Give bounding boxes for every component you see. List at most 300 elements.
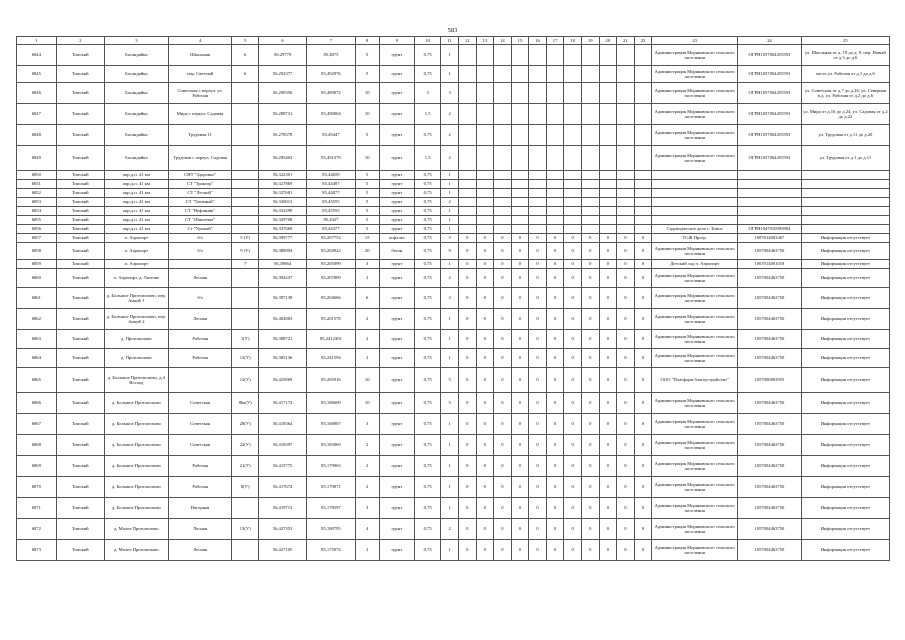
table-cell: д. Протопопово [104, 349, 168, 368]
column-number: 15 [511, 37, 529, 45]
table-cell [494, 189, 512, 198]
table-cell [564, 180, 582, 189]
table-cell [634, 189, 652, 198]
table-cell: Администрация Моряковского сельского поселения [652, 104, 738, 125]
table-cell: Информация отсутствует [801, 330, 889, 349]
table-cell [232, 146, 258, 171]
table-cell: 6857 [17, 234, 57, 243]
column-number: 9 [379, 37, 414, 45]
table-cell: Томский [56, 180, 104, 189]
table-cell [494, 66, 512, 83]
table-cell: Басандайка [104, 104, 168, 125]
table-cell: Школьная [168, 45, 232, 66]
table-cell: 2 [355, 435, 379, 456]
table-cell [652, 189, 738, 198]
table-cell: 0 [599, 540, 617, 561]
table-cell [564, 216, 582, 225]
table-cell: 0 [529, 477, 547, 498]
table-cell: 5 [441, 393, 459, 414]
table-cell: грунт [379, 260, 414, 269]
table-cell: 0 [494, 349, 512, 368]
table-cell: Томский [56, 146, 104, 171]
table-cell [494, 207, 512, 216]
table-cell: 22(У) [232, 435, 258, 456]
table-cell [617, 104, 635, 125]
table-cell: 0,75 [414, 45, 440, 66]
table-cell [168, 368, 232, 393]
table-cell: Администрация Моряковского сельского поселения [652, 456, 738, 477]
table-cell [232, 207, 258, 216]
table-cell: 0 [617, 456, 635, 477]
table-cell [801, 171, 889, 180]
table-cell [232, 540, 258, 561]
table-cell: 0 [476, 234, 494, 243]
table-cell: Информация отсутствует [801, 234, 889, 243]
table-cell: 6846 [17, 83, 57, 104]
table-cell: 2 [355, 269, 379, 288]
column-number: 4 [168, 37, 232, 45]
table-cell [564, 125, 582, 146]
table-cell: 56,417674 [258, 477, 306, 498]
table-cell: 13(У) [232, 519, 258, 540]
table-cell: 1057004463750 [738, 330, 802, 349]
table-cell: 0 [546, 330, 564, 349]
column-number: 25 [801, 37, 889, 45]
table-cell [232, 198, 258, 207]
table-cell: 6862 [17, 309, 57, 330]
table-cell: окр.д.п. 41 км [104, 198, 168, 207]
table-cell: 0 [564, 456, 582, 477]
table-cell [738, 216, 802, 225]
table-cell: 1057004463750 [738, 309, 802, 330]
table-cell: 5 [355, 180, 379, 189]
table-cell: ОГРН1057004455593 [738, 104, 802, 125]
table-cell: ОГРН1057004455593 [738, 146, 802, 171]
table-cell: 0,75 [414, 414, 440, 435]
table-cell [511, 104, 529, 125]
table-cell: 6868 [17, 435, 57, 456]
table-cell [232, 309, 258, 330]
table-cell [511, 125, 529, 146]
table-cell [546, 189, 564, 198]
table-cell: Мира с переул. Садовая [168, 104, 232, 125]
table-cell [476, 216, 494, 225]
table-cell: 5 [355, 189, 379, 198]
table-cell: 3 [355, 414, 379, 435]
table-cell: 0 [599, 288, 617, 309]
table-cell: 0 [581, 368, 599, 393]
table-cell: СТ "Нефтяник" [168, 207, 232, 216]
table-cell [801, 216, 889, 225]
table-cell: 56,290356 [258, 83, 306, 104]
table-cell: Информация отсутствует [801, 349, 889, 368]
table-cell: Томский [56, 234, 104, 243]
table-cell [581, 207, 599, 216]
table-cell: 85,44877 [307, 189, 355, 198]
table-cell: 85,2412301 [307, 330, 355, 349]
table-cell [599, 45, 617, 66]
table-cell: 56,397138 [258, 288, 306, 309]
table-cell: п. Аэропорт [104, 260, 168, 269]
table-cell: Томский [56, 225, 104, 234]
table-cell: 85,179963 [307, 456, 355, 477]
table-cell: 0 [617, 243, 635, 260]
table-cell: 1(У) [232, 330, 258, 349]
table-cell: Информация отсутствует [801, 414, 889, 435]
table-cell: окр.д.п. 41 км [104, 171, 168, 180]
table-cell: д. Большое Протопопово [104, 393, 168, 414]
table-cell: 1,5 [414, 146, 440, 171]
table-cell [617, 66, 635, 83]
table-cell: д. Большое Протопопово [104, 456, 168, 477]
table-cell: 0 [458, 540, 476, 561]
table-cell [476, 45, 494, 66]
table-cell [529, 146, 547, 171]
table-cell: 0 [458, 234, 476, 243]
table-cell: Информация отсутствует [801, 269, 889, 288]
table-cell: Томский [56, 171, 104, 180]
table-cell: 85,489072 [307, 83, 355, 104]
table-cell: 56,285402 [258, 146, 306, 171]
table-cell [232, 171, 258, 180]
table-row [17, 288, 890, 309]
table-cell: 6852 [17, 189, 57, 198]
table-cell: Информация отсутствует [801, 456, 889, 477]
table-cell: 0 [564, 519, 582, 540]
table-cell: 85,175074 [307, 540, 355, 561]
table-cell: Администрация Моряковского сельского поселения [652, 243, 738, 260]
table-row [17, 216, 890, 225]
table-cell [546, 45, 564, 66]
table-cell: 6 [355, 288, 379, 309]
table-cell [232, 125, 258, 146]
table-cell: 0,75 [414, 540, 440, 561]
table-cell: 0 [634, 368, 652, 393]
column-number: 8 [355, 37, 379, 45]
table-cell: 0 [511, 260, 529, 269]
table-cell: 10 [355, 83, 379, 104]
table-cell [546, 171, 564, 180]
table-cell: 10 [355, 393, 379, 414]
table-cell [232, 288, 258, 309]
column-number: 2 [56, 37, 104, 45]
table-cell: 0 [476, 414, 494, 435]
table-cell: 0,75 [414, 207, 440, 216]
table-cell: Томский [56, 393, 104, 414]
table-cell: Администрация Моряковского сельского поселения [652, 83, 738, 104]
table-cell [232, 83, 258, 104]
table-row [17, 269, 890, 288]
table-cell: 1 [441, 66, 459, 83]
table-cell: 6863 [17, 330, 57, 349]
table-cell: 56,388994 [258, 243, 306, 260]
table-cell [476, 198, 494, 207]
table-cell: 0 [511, 477, 529, 498]
column-number: 11 [441, 37, 459, 45]
table-cell: 0 [494, 288, 512, 309]
table-cell [738, 171, 802, 180]
table-cell: 0 [634, 414, 652, 435]
table-cell: 56,292377 [258, 66, 306, 83]
table-cell: грунт [379, 216, 414, 225]
table-cell: 0 [581, 477, 599, 498]
table-cell [529, 171, 547, 180]
table-cell: 2 [441, 198, 459, 207]
table-cell: 0 [494, 498, 512, 519]
table-cell: асфальт [379, 234, 414, 243]
table-cell: Информация отсутствует [801, 368, 889, 393]
table-cell: 15 [355, 234, 379, 243]
table-cell [232, 180, 258, 189]
table-cell: грунт [379, 180, 414, 189]
table-cell: Томский [56, 189, 104, 198]
table-cell: 0,75 [414, 435, 440, 456]
table-row [17, 66, 890, 83]
table-cell: 56,418397 [258, 435, 306, 456]
table-cell [232, 498, 258, 519]
table-cell: 1,5 [414, 104, 440, 125]
table-cell: 1 [441, 498, 459, 519]
table-cell [599, 225, 617, 234]
table-cell [458, 180, 476, 189]
table-cell [458, 66, 476, 83]
table-cell: 6856 [17, 225, 57, 234]
table-cell: 0 [529, 414, 547, 435]
table-cell: 0 [599, 243, 617, 260]
table-cell: 4 [355, 519, 379, 540]
table-cell: 0 [581, 519, 599, 540]
table-cell [529, 198, 547, 207]
table-cell: 3 [441, 83, 459, 104]
table-cell: 0 [581, 393, 599, 414]
table-cell: 2 [355, 456, 379, 477]
table-cell: Лесная [168, 540, 232, 561]
table-cell: Информация отсутствует [801, 393, 889, 414]
table-cell: 0 [617, 477, 635, 498]
table-cell: 0 [476, 498, 494, 519]
table-cell [581, 83, 599, 104]
table-cell: 85,49447 [307, 125, 355, 146]
table-cell: 0 [581, 435, 599, 456]
table-cell: 85,207753 [307, 234, 355, 243]
table-row [17, 519, 890, 540]
table-cell: 0 [617, 260, 635, 269]
table-cell: 0 [546, 260, 564, 269]
table-cell [476, 104, 494, 125]
table-cell: 1 [441, 349, 459, 368]
table-cell: 85,4875 [307, 45, 355, 66]
table-cell: 5 [355, 216, 379, 225]
table-cell [458, 171, 476, 180]
table-cell: 5 [355, 45, 379, 66]
table-cell [564, 225, 582, 234]
table-cell: 0 [458, 330, 476, 349]
table-cell [546, 198, 564, 207]
table-cell: Томский [56, 45, 104, 66]
table-cell: 0 [564, 435, 582, 456]
table-cell [546, 225, 564, 234]
table-cell: 1057004463750 [738, 498, 802, 519]
table-cell: 0 [634, 234, 652, 243]
table-cell [476, 180, 494, 189]
table-cell: 0 [634, 243, 652, 260]
table-cell [581, 189, 599, 198]
table-cell [232, 269, 258, 288]
table-cell: грунт [379, 45, 414, 66]
table-cell [801, 180, 889, 189]
table-cell: 0 [458, 243, 476, 260]
table-cell: 0 [458, 477, 476, 498]
table-cell [634, 45, 652, 66]
table-cell: 0 [634, 498, 652, 519]
table-cell: 0,75 [414, 456, 440, 477]
table-cell: 1 [441, 309, 459, 330]
table-cell [476, 66, 494, 83]
table-cell: 21(У) [232, 456, 258, 477]
table-cell [458, 198, 476, 207]
table-cell [801, 207, 889, 216]
table-cell [599, 198, 617, 207]
table-cell [634, 125, 652, 146]
table-cell [738, 189, 802, 198]
table-cell [494, 45, 512, 66]
table-cell: 0 [599, 368, 617, 393]
table-cell: 0 [546, 368, 564, 393]
table-cell: грунт [379, 83, 414, 104]
table-cell: ТСЖ Прогр. [652, 234, 738, 243]
table-cell: 0 [458, 393, 476, 414]
table-cell: 56,388721 [258, 330, 306, 349]
table-cell: 0 [529, 498, 547, 519]
table-cell [494, 216, 512, 225]
table-cell [634, 104, 652, 125]
table-cell: 0 [581, 260, 599, 269]
table-cell [458, 207, 476, 216]
table-cell: 0 [476, 368, 494, 393]
table-cell: 10 [355, 368, 379, 393]
table-cell: окр.д.п. 41 км [104, 180, 168, 189]
table-cell: Ст "Урожай" [168, 225, 232, 234]
table-cell: 56,39864 [258, 260, 306, 269]
table-cell: 0 [511, 456, 529, 477]
table-cell: 85,179871 [307, 477, 355, 498]
table-cell: Басандайка [104, 45, 168, 66]
registry-table [16, 36, 890, 561]
table-cell: 0 [617, 309, 635, 330]
table-cell [529, 216, 547, 225]
table-cell: ОГРН1057004455593 [738, 125, 802, 146]
table-cell: 2 [355, 477, 379, 498]
table-cell: грунт [379, 189, 414, 198]
table-cell [581, 216, 599, 225]
table-cell: 0 [617, 269, 635, 288]
table-cell: 2 [441, 104, 459, 125]
table-cell: 0 [617, 519, 635, 540]
table-cell: 0 [599, 330, 617, 349]
table-cell [494, 125, 512, 146]
table-cell: 0 [634, 260, 652, 269]
table-cell: д. Большое Протопопово [104, 435, 168, 456]
table-cell [617, 171, 635, 180]
table-row [17, 456, 890, 477]
table-cell: Томский [56, 243, 104, 260]
table-cell: п. Аэропорт [104, 234, 168, 243]
table-cell [511, 189, 529, 198]
table-cell: 6858 [17, 243, 57, 260]
table-cell: 0 [494, 435, 512, 456]
table-cell: Администрация Моряковского сельского поселения [652, 477, 738, 498]
table-cell: ОГРН1057004455593 [738, 83, 802, 104]
table-cell: 6873 [17, 540, 57, 561]
table-cell: 0 [581, 330, 599, 349]
table-cell [546, 104, 564, 125]
table-cell: 2 [441, 519, 459, 540]
table-cell: 0 [529, 349, 547, 368]
table-cell: 0 [634, 269, 652, 288]
table-cell [529, 83, 547, 104]
table-cell: 0,75 [414, 349, 440, 368]
table-cell: 0 [564, 368, 582, 393]
table-cell: 6 [232, 45, 258, 66]
table-cell [564, 83, 582, 104]
table-cell: 6844 [17, 45, 57, 66]
table-cell: 85,188609 [307, 393, 355, 414]
table-cell [232, 225, 258, 234]
table-cell [546, 66, 564, 83]
table-cell: 6870 [17, 477, 57, 498]
table-cell: 0 [529, 243, 547, 260]
table-row [17, 349, 890, 368]
table-cell: Томский [56, 498, 104, 519]
table-cell: 6859 [17, 260, 57, 269]
table-cell: 1057004463750 [738, 288, 802, 309]
table-cell: 85,183069 [307, 435, 355, 456]
table-cell [458, 104, 476, 125]
table-cell: 5 [355, 171, 379, 180]
table-cell: 0 [546, 393, 564, 414]
table-cell: 56,417174 [258, 393, 306, 414]
table-cell: 0 [529, 456, 547, 477]
table-cell: 0 [494, 234, 512, 243]
table-cell: 0 [546, 540, 564, 561]
table-cell: Администрация Моряковского сельского поселения [652, 519, 738, 540]
table-cell: 5 [441, 368, 459, 393]
table-cell [564, 171, 582, 180]
table-cell [581, 104, 599, 125]
table-cell: 5 [355, 207, 379, 216]
table-cell: 0 [599, 393, 617, 414]
table-cell: 1 [441, 477, 459, 498]
table-cell [546, 207, 564, 216]
table-cell [511, 171, 529, 180]
table-cell: 1087014003467 [738, 234, 802, 243]
table-cell: СТ "Шишечка" [168, 216, 232, 225]
table-cell: 0 [511, 540, 529, 561]
table-cell: 0 [458, 519, 476, 540]
table-cell [634, 207, 652, 216]
table-cell: 0 [617, 368, 635, 393]
table-cell: 0 [476, 456, 494, 477]
table-cell: 3 [355, 498, 379, 519]
table-cell: Информация отсутствует [801, 288, 889, 309]
table-cell: 0,75 [414, 243, 440, 260]
table-cell: Администрация Моряковского сельского поселения [652, 414, 738, 435]
table-cell: Томский [56, 435, 104, 456]
table-cell: Администрация Моряковского сельского поселения [652, 288, 738, 309]
table-cell [564, 198, 582, 207]
table-cell: 20 [355, 243, 379, 260]
table-cell: 85,178597 [307, 498, 355, 519]
